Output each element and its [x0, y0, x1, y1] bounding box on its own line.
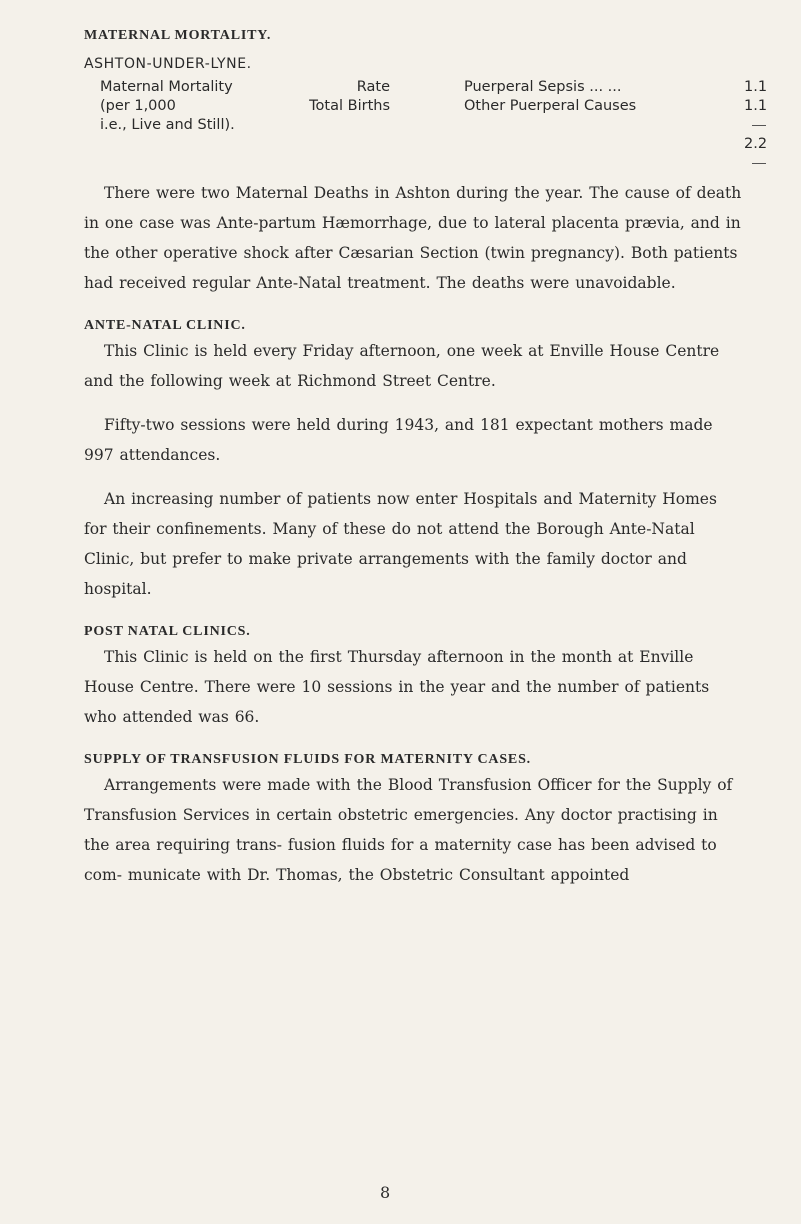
- sum-rule: [464, 116, 766, 135]
- total-value: 2.2: [744, 136, 768, 152]
- section-transfusion: [84, 752, 744, 890]
- paragraph: This Clinic is held every Friday afternoon, one week at Enville House Centre and the following week at Richmond Street Centre.: [84, 342, 720, 390]
- mortality-rate-block: [100, 78, 768, 178]
- place-heading: ASHTON-UNDER-LYNE.: [84, 56, 252, 72]
- section-postnatal: [84, 624, 744, 732]
- cause-row: [464, 97, 766, 116]
- section-heading-postnatal: POST NATAL CLINICS.: [84, 624, 251, 639]
- section-antenatal: [84, 318, 744, 604]
- sum-rule: [464, 154, 766, 173]
- total-row: [464, 135, 766, 154]
- page-number: 8: [380, 1183, 391, 1202]
- paragraph: This Clinic is held on the first Thursday afternoon in the month at Enville House Centre. There were 10 sessions in the year and the number of patients who attended was 66.: [84, 648, 710, 726]
- rate-label: Maternal Mortality Rate (per 1,000 Total Births i.e., Live and Still).: [100, 79, 390, 133]
- cause-row: [464, 78, 766, 97]
- section-heading-transfusion: SUPPLY OF TRANSFUSION FLUIDS FOR MATERNITY CASES.: [84, 752, 531, 767]
- cause-label: Puerperal Sepsis ... ...: [464, 79, 622, 95]
- section-heading-antenatal: ANTE-NATAL CLINIC.: [84, 318, 246, 333]
- paragraph: An increasing number of patients now enter Hospitals and Maternity Homes for their confinements. Many of these do not attend the Borough Ante-Natal Clinic, but prefer to make private arrangements with the family doctor and hospital.: [84, 490, 717, 598]
- section-heading-maternal-mortality: MATERNAL MORTALITY.: [84, 28, 272, 43]
- paragraph: Fifty-two sessions were held during 1943, and 181 expectant mothers made 997 attendances.: [84, 416, 713, 464]
- cause-value: 1.1: [744, 79, 768, 95]
- paragraph-deaths: There were two Maternal Deaths in Ashton during the year. The cause of death in one case was Ante-partum Hæmorrhage, due to lateral placenta prævia, and in the other operative shock after Cæsarian Section (twin pregnancy). Both patients had received regular Ante-Natal treatment. The deaths were unavoidable.: [84, 184, 742, 292]
- paragraph: Arrangements were made with the Blood Transfusion Officer for the Supply of Transfusion Services in certain obstetric emergencies. Any doctor practising in the area requiring trans- fusion fluids for a maternity case has been advised to com- municate with Dr. Thomas, the Obstetric Consultant appointed: [84, 776, 733, 884]
- causes-list: [464, 78, 766, 173]
- cause-label: Other Puerperal Causes: [464, 98, 637, 114]
- document-page: [84, 28, 768, 890]
- cause-value: 1.1: [744, 98, 768, 114]
